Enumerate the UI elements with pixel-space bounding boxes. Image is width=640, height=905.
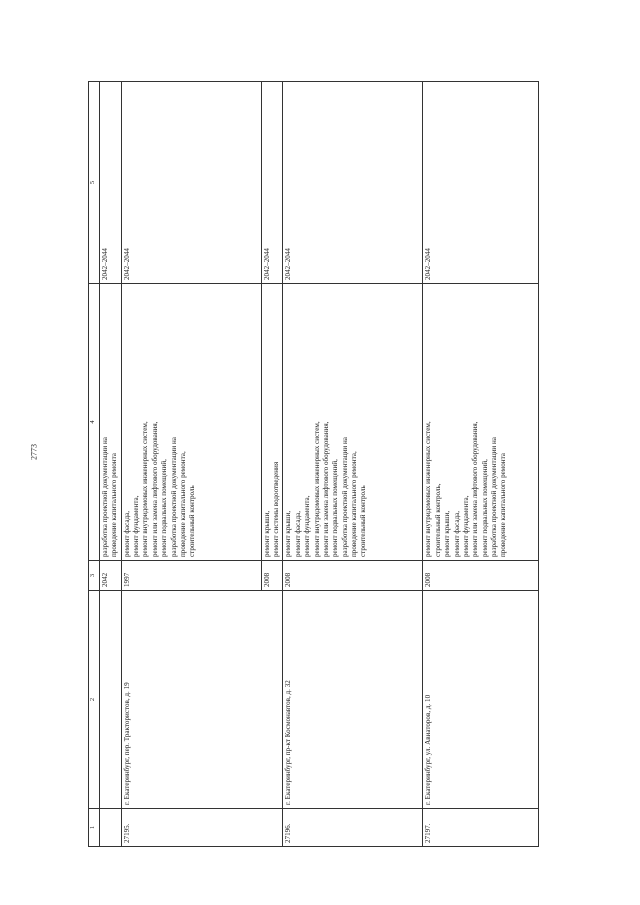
period-cell: 2042–2044 (261, 82, 283, 284)
works-line: ремонт внутридомовых инженерных систем, (312, 421, 321, 557)
works-line: проведение капитального ремонта, (349, 451, 358, 557)
works-line: проведение капитального ремонта, (178, 451, 187, 557)
id-cell: 27195. (121, 809, 261, 847)
table-row (100, 82, 122, 847)
id-cell (100, 809, 122, 847)
table-row (261, 82, 283, 847)
works-cell (100, 284, 122, 561)
works-line: ремонт крыши, (443, 510, 452, 557)
works-line: ремонт фасада, (452, 510, 461, 557)
repair-schedule-table (88, 81, 539, 847)
column-number: 3 (89, 561, 100, 591)
page-number: 2773 (29, 444, 39, 460)
works-line: ремонт внутридомовых инженерных систем, (141, 421, 150, 557)
works-line: ремонт фундамента, (132, 495, 141, 557)
column-number: 4 (89, 284, 100, 561)
works-line: разработка проектной документации на (489, 437, 498, 557)
works-line: проведение капитального ремонта (110, 453, 119, 557)
period-cell: 2042–2044 (283, 82, 423, 284)
works-line: строительный контроль (188, 485, 197, 557)
works-line: ремонт фасада, (122, 510, 131, 557)
works-line: ремонт или замена лифтового оборудования, (150, 421, 159, 557)
works-line: ремонт системы водоотведения (272, 461, 281, 557)
year-cell: 1997 (121, 561, 261, 591)
works-line: ремонт фундамента, (303, 495, 312, 557)
works-line: ремонт подвальных помещений, (480, 459, 489, 557)
address-cell: г. Екатеринбург, пер. Трактористов, д. 19 (121, 591, 261, 809)
works-cell (283, 284, 423, 561)
works-line: ремонт фасада, (293, 510, 302, 557)
table-row (423, 82, 539, 847)
works-line: ремонт внутридомовых инженерных систем, (424, 421, 433, 557)
period-cell: 2042–2044 (423, 82, 539, 284)
works-line: ремонт или замена лифтового оборудования, (471, 421, 480, 557)
column-number: 1 (89, 809, 100, 847)
works-line: разработка проектной документации на (169, 437, 178, 557)
works-line: ремонт подвальных помещений, (160, 459, 169, 557)
works-line: ремонт крыши, (284, 510, 293, 557)
year-cell: 2008 (261, 561, 283, 591)
address-cell (100, 591, 122, 809)
period-cell: 2042–2044 (121, 82, 261, 284)
rotated-table-wrapper (88, 82, 508, 847)
column-number: 2 (89, 591, 100, 809)
works-cell (261, 284, 283, 561)
works-line: строительный контроль, (433, 483, 442, 557)
column-number: 5 (89, 82, 100, 284)
id-cell: 27197. (423, 809, 539, 847)
header-row (89, 82, 100, 847)
id-cell (261, 809, 283, 847)
year-cell: 2008 (423, 561, 539, 591)
year-cell: 2008 (283, 561, 423, 591)
works-line: строительный контроль (359, 485, 368, 557)
works-line: ремонт подвальных помещений, (331, 459, 340, 557)
address-cell (261, 591, 283, 809)
works-line: ремонт крыши, (262, 510, 271, 557)
works-line: разработка проектной документации на (101, 437, 109, 557)
works-line: ремонт или замена лифтового оборудования, (321, 421, 330, 557)
period-cell: 2042–2044 (100, 82, 122, 284)
works-cell (423, 284, 539, 561)
table-row (283, 82, 423, 847)
table-row (121, 82, 261, 847)
works-line: ремонт фундамента, (461, 495, 470, 557)
address-cell: г. Екатеринбург, ул. Авиаторов, д. 10 (423, 591, 539, 809)
year-cell: 2042 (100, 561, 122, 591)
address-cell: г. Екатеринбург, пр-кт Космонавтов, д. 32 (283, 591, 423, 809)
works-line: проведение капитального ремонта (499, 453, 508, 557)
id-cell: 27196. (283, 809, 423, 847)
works-line: разработка проектной документации на (340, 437, 349, 557)
works-cell (121, 284, 261, 561)
